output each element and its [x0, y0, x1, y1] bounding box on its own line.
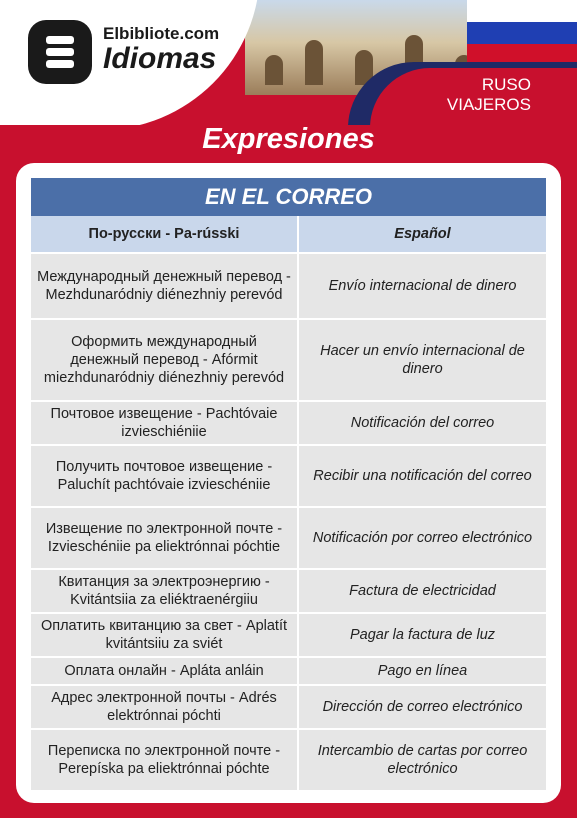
spanish-phrase: Factura de electricidad: [299, 570, 546, 614]
russian-phrase: Извещение по электронной почте - Izvieschéniie pa eliektrónnai póchtie: [31, 508, 299, 570]
book-logo-icon: [28, 20, 92, 84]
table-row: [31, 614, 546, 658]
spanish-phrase: Notificación del correo: [299, 402, 546, 446]
table-row: [31, 402, 546, 446]
table-banner: EN EL CORREO: [31, 178, 546, 216]
brand-name: Idiomas: [103, 42, 217, 75]
column-header-russian: По-русски - Pa-rússki: [31, 216, 299, 254]
header: [0, 0, 577, 125]
spanish-phrase: Pagar la factura de luz: [299, 614, 546, 658]
column-header-spanish: Español: [299, 216, 546, 254]
phrase-table: [31, 178, 546, 792]
table-row: [31, 730, 546, 792]
table-row: [31, 658, 546, 686]
spanish-phrase: Pago en línea: [299, 658, 546, 686]
spanish-phrase: Envío internacional de dinero: [299, 254, 546, 320]
russian-phrase: Оплатить квитанцию за свет - Aplatít kvitántsiiu za sviét: [31, 614, 299, 658]
russian-phrase: Квитанция за электроэнергию - Kvitántsiia za eliéktraenérgiiu: [31, 570, 299, 614]
table-row: [31, 446, 546, 508]
site-name: Elbibliote.com: [103, 24, 220, 43]
russian-phrase: Адрес электронной почты - Adrés elektrónnai póchti: [31, 686, 299, 730]
table-row: [31, 570, 546, 614]
russian-phrase: Переписка по электронной почте - Perepíska pa eliektrónnai póchte: [31, 730, 299, 792]
spanish-phrase: Hacer un envío internacional de dinero: [299, 320, 546, 402]
spanish-phrase: Notificación por correo electrónico: [299, 508, 546, 570]
russian-phrase: Международный денежный перевод - Mezhdunaródniy diénezhniy perevód: [31, 254, 299, 320]
table-row: [31, 254, 546, 320]
tag-line-2: VIAJEROS: [446, 95, 531, 114]
category-tag: [447, 75, 531, 115]
spanish-phrase: Recibir una notificación del correo: [299, 446, 546, 508]
table-row: [31, 508, 546, 570]
russian-phrase: Оформить международный денежный перевод - Afórmit miezhdunaródniy diénezhniy perevód: [31, 320, 299, 402]
spanish-phrase: Intercambio de cartas por correo electrónico: [299, 730, 546, 792]
russian-phrase: Почтовое извещение - Pachtóvaie izvieschiéniie: [31, 402, 299, 446]
russian-flag-icon: [467, 0, 577, 66]
russian-phrase: Оплата онлайн - Apláta anláin: [31, 658, 299, 686]
table-row: [31, 320, 546, 402]
table-row: [31, 686, 546, 730]
page-title: Expresiones: [202, 123, 375, 155]
tag-line-1: RUSO: [481, 75, 531, 94]
spanish-phrase: Dirección de correo electrónico: [299, 686, 546, 730]
russian-phrase: Получить почтовое извещение - Paluchít pachtóvaie izvieschéniie: [31, 446, 299, 508]
